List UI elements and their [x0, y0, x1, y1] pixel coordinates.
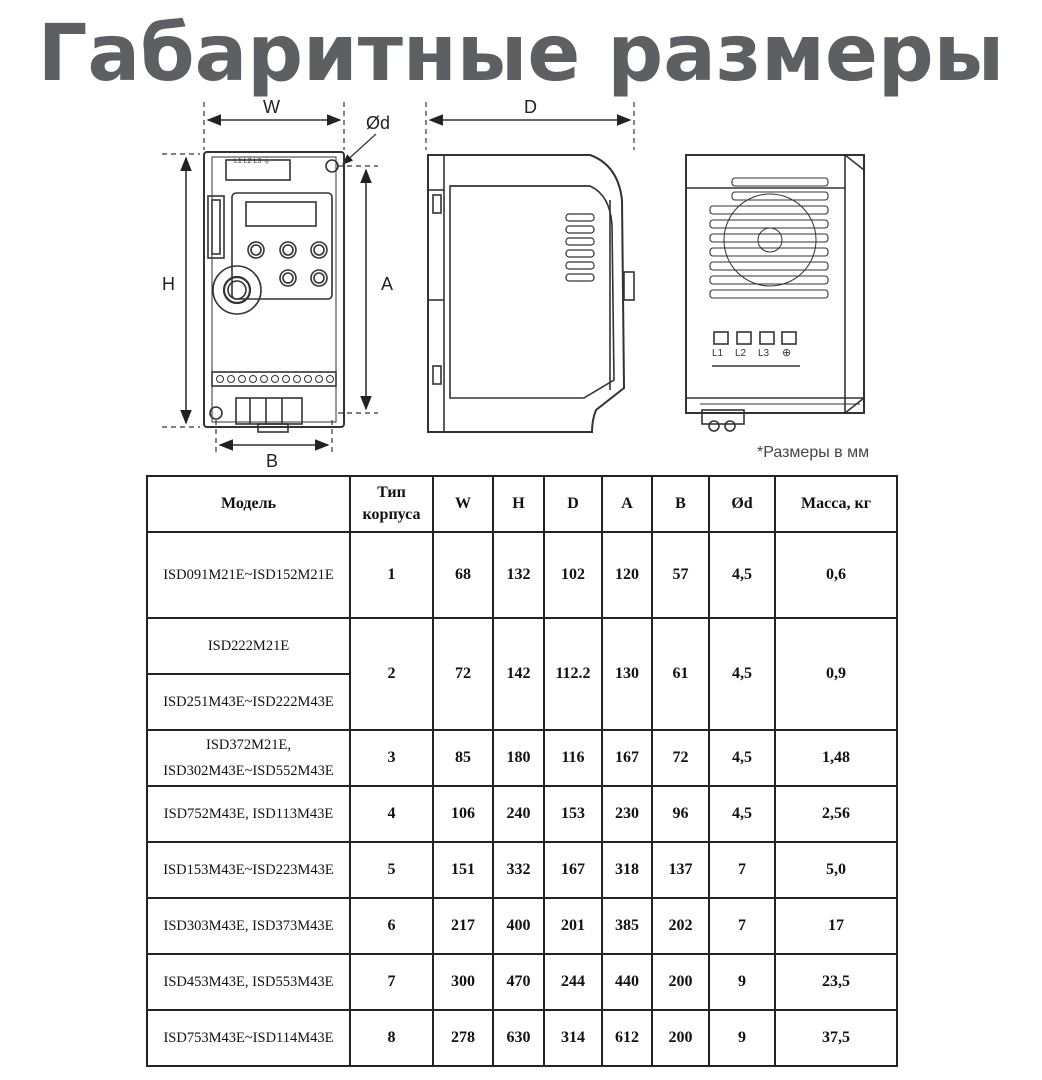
cell-w: 106: [433, 786, 493, 842]
cell-a: 230: [602, 786, 652, 842]
cell-h: 400: [493, 898, 544, 954]
cell-b: 202: [652, 898, 709, 954]
cell-d: 314: [544, 1010, 602, 1066]
header-d: D: [544, 476, 602, 532]
dim-label-h: H: [162, 274, 175, 294]
header-type-line2: корпуса: [362, 506, 421, 523]
cell-b: 96: [652, 786, 709, 842]
cell-h: 132: [493, 532, 544, 618]
cell-mass: 17: [775, 898, 897, 954]
cell-a: 318: [602, 842, 652, 898]
cell-mass: 0,9: [775, 618, 897, 730]
cell-type: 8: [350, 1010, 433, 1066]
cell-od: 4,5: [709, 730, 775, 786]
cell-model: ISD453M43E, ISD553M43E: [147, 954, 350, 1010]
units-note: *Размеры в мм: [757, 444, 870, 461]
cell-od: 9: [709, 1010, 775, 1066]
table-header-row: [147, 476, 897, 532]
cell-h: 630: [493, 1010, 544, 1066]
table-row: [147, 954, 897, 1010]
cell-model-line2: ISD302M43E~ISD552M43E: [163, 763, 334, 779]
table-row: [147, 730, 897, 786]
side-view: [426, 97, 634, 432]
back-terminal-label-1: L1: [712, 348, 724, 359]
dim-label-d: D: [524, 97, 537, 117]
cell-b: 72: [652, 730, 709, 786]
cell-model-line1: ISD372M21E,: [206, 737, 291, 753]
cell-h: 470: [493, 954, 544, 1010]
cell-d: 201: [544, 898, 602, 954]
back-terminal-label-4: ⊕: [782, 346, 792, 359]
cell-type: 1: [350, 532, 433, 618]
cell-b: 57: [652, 532, 709, 618]
cell-model: ISD752M43E, ISD113M43E: [147, 786, 350, 842]
cell-type: 7: [350, 954, 433, 1010]
dim-label-b: B: [266, 451, 279, 470]
dim-label-w: W: [263, 97, 280, 117]
dim-label-od: Ød: [366, 113, 391, 133]
cell-h: 240: [493, 786, 544, 842]
cell-b: 200: [652, 954, 709, 1010]
table-row: [147, 842, 897, 898]
cell-b: 61: [652, 618, 709, 730]
cell-model: ISD091M21E~ISD152M21E: [147, 532, 350, 618]
dimensions-table: [146, 475, 898, 1067]
cell-w: 68: [433, 532, 493, 618]
dim-label-a: A: [381, 274, 394, 294]
cell-mass: 2,56: [775, 786, 897, 842]
cell-d: 167: [544, 842, 602, 898]
header-a: A: [602, 476, 652, 532]
cell-od: 7: [709, 842, 775, 898]
cell-a: 120: [602, 532, 652, 618]
cell-mass: 37,5: [775, 1010, 897, 1066]
header-model: Модель: [147, 476, 350, 532]
table-row: [147, 618, 897, 674]
cell-model: ISD222M21E: [147, 618, 350, 674]
cell-w: 85: [433, 730, 493, 786]
cell-od: 4,5: [709, 786, 775, 842]
cell-type: 3: [350, 730, 433, 786]
table-row: [147, 898, 897, 954]
cell-od: 4,5: [709, 532, 775, 618]
header-b: B: [652, 476, 709, 532]
cell-b: 137: [652, 842, 709, 898]
header-type-line1: Тип: [377, 484, 406, 501]
cell-b: 200: [652, 1010, 709, 1066]
header-h: H: [493, 476, 544, 532]
dimension-drawing: [0, 0, 1042, 470]
header-od: Ød: [709, 476, 775, 532]
cell-d: 116: [544, 730, 602, 786]
cell-h: 180: [493, 730, 544, 786]
cell-w: 72: [433, 618, 493, 730]
cell-mass: 1,48: [775, 730, 897, 786]
page-title: Габаритные размеры: [37, 9, 1005, 99]
back-terminal-label-3: L3: [758, 348, 770, 359]
back-view: [686, 155, 864, 431]
cell-a: 167: [602, 730, 652, 786]
cell-h: 332: [493, 842, 544, 898]
cell-d: 153: [544, 786, 602, 842]
cell-type: 2: [350, 618, 433, 730]
cell-mass: 5,0: [775, 842, 897, 898]
cell-w: 217: [433, 898, 493, 954]
cell-model: ISD153M43E~ISD223M43E: [147, 842, 350, 898]
cell-a: 385: [602, 898, 652, 954]
table-row: [147, 532, 897, 618]
cell-type: 5: [350, 842, 433, 898]
header-w: W: [433, 476, 493, 532]
cell-model: ISD303M43E, ISD373M43E: [147, 898, 350, 954]
cell-w: 151: [433, 842, 493, 898]
cell-od: 7: [709, 898, 775, 954]
back-terminal-label-2: L2: [735, 348, 747, 359]
table-row: [147, 786, 897, 842]
cell-d: 244: [544, 954, 602, 1010]
cell-w: 278: [433, 1010, 493, 1066]
header-type: [350, 476, 433, 532]
cell-d: 112.2: [544, 618, 602, 730]
cell-a: 612: [602, 1010, 652, 1066]
table-row: [147, 1010, 897, 1066]
cell-type: 4: [350, 786, 433, 842]
cell-a: 440: [602, 954, 652, 1010]
front-view: [162, 97, 393, 470]
header-mass: Масса, кг: [775, 476, 897, 532]
cell-type: 6: [350, 898, 433, 954]
cell-model: [147, 730, 350, 786]
cell-od: 4,5: [709, 618, 775, 730]
cell-od: 9: [709, 954, 775, 1010]
cell-mass: 0,6: [775, 532, 897, 618]
cell-mass: 23,5: [775, 954, 897, 1010]
svg-text:L1 L2 L3 ⏚: L1 L2 L3 ⏚: [234, 158, 271, 165]
cell-d: 102: [544, 532, 602, 618]
cell-a: 130: [602, 618, 652, 730]
cell-w: 300: [433, 954, 493, 1010]
cell-model-secondary: ISD251M43E~ISD222M43E: [147, 674, 350, 730]
cell-h: 142: [493, 618, 544, 730]
cell-model: ISD753M43E~ISD114M43E: [147, 1010, 350, 1066]
